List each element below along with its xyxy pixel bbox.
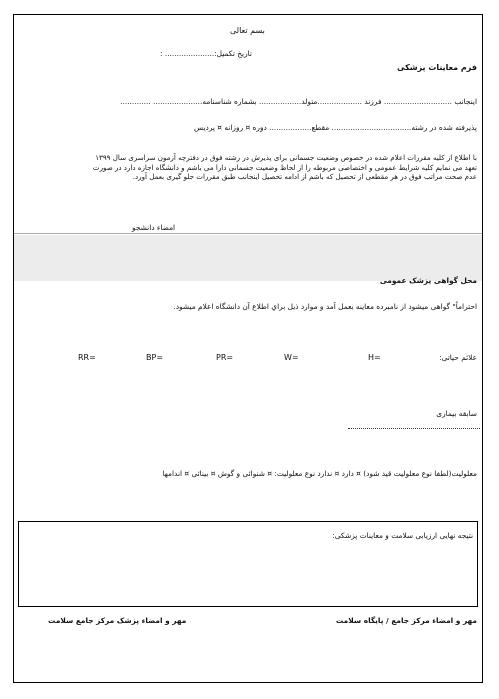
applicant-statement <box>7 153 477 182</box>
vital-bp: BP= <box>146 353 164 362</box>
section-shading <box>14 235 482 281</box>
physician-section-title: محل گواهی پزشک عمومی <box>379 276 477 285</box>
section-divider <box>14 233 482 234</box>
statement-line-3: عدم صحت مراتب فوق در هر مقطعی از تحصیل که باشم از ادامه تحصیل اینجانب طبق مقررات جلو گیری بعمل آورد. <box>132 172 477 182</box>
student-signature-label: امضاء دانشجو <box>132 223 176 232</box>
statement-line-1: با اطلاع از کلیه مقررات اعلام شده در خصوص وضعیت جسمانی برای پذیرش در رشته فوق در دفترچه آزمون سراسری سال ۱۳۹۹ <box>95 153 477 162</box>
medical-history-field[interactable] <box>348 428 480 429</box>
vital-w: W= <box>284 353 299 362</box>
vital-pr: PR= <box>216 353 234 362</box>
vital-signs-label: علائم حیاتی: <box>439 353 477 362</box>
final-result-label: نتیجه نهایی ارزیابی سلامت و معاینات پزشکی: <box>332 531 473 540</box>
form-title: فرم معاینات پزشکی <box>396 63 477 72</box>
completion-date: تاریخ تکمیل:..................... : <box>160 49 252 58</box>
disability-line: معلولیت(لطفا نوع معلولیت قید شود) ¤ دارد ¤ ندارد نوع معلولیت: ¤ شنوائی و گوش ¤ بینائی ¤ اندامها <box>162 469 477 478</box>
vital-rr: RR= <box>78 353 96 362</box>
applicant-identity-line: اینجانب ............................. فرزند ...................متولد.................. بشماره شناسنامه..................... ............. <box>120 97 477 106</box>
physician-intro: احتراماً" گواهی میشود از نامبرده معاینه بعمل آمد و موارد ذیل براي اطلاع آن دانشگاه اعلام میشود. <box>173 302 477 311</box>
medical-history-label: سابقه بیماری <box>436 409 477 418</box>
admission-line: پذیرفته شده در رشته.................................. مقطع.................. دوره ¤ روزانه ¤ پردیس <box>194 123 477 132</box>
health-center-signature: مهر و امضاء مرکز جامع / پایگاه سلامت <box>335 616 477 625</box>
bismillah: بسم تعالی <box>230 26 265 35</box>
physician-signature: مهر و امضاء پزشک مرکز جامع سلامت <box>48 616 187 625</box>
statement-line-2: تعهد می نمایم کلیه شرایط عمومی و اختصاصی مربوطه را از لحاظ وضعیت جسمانی دارا می باشم و دانشگاه اجازه دارد در صورت <box>92 162 477 172</box>
vital-h: H= <box>368 353 381 362</box>
